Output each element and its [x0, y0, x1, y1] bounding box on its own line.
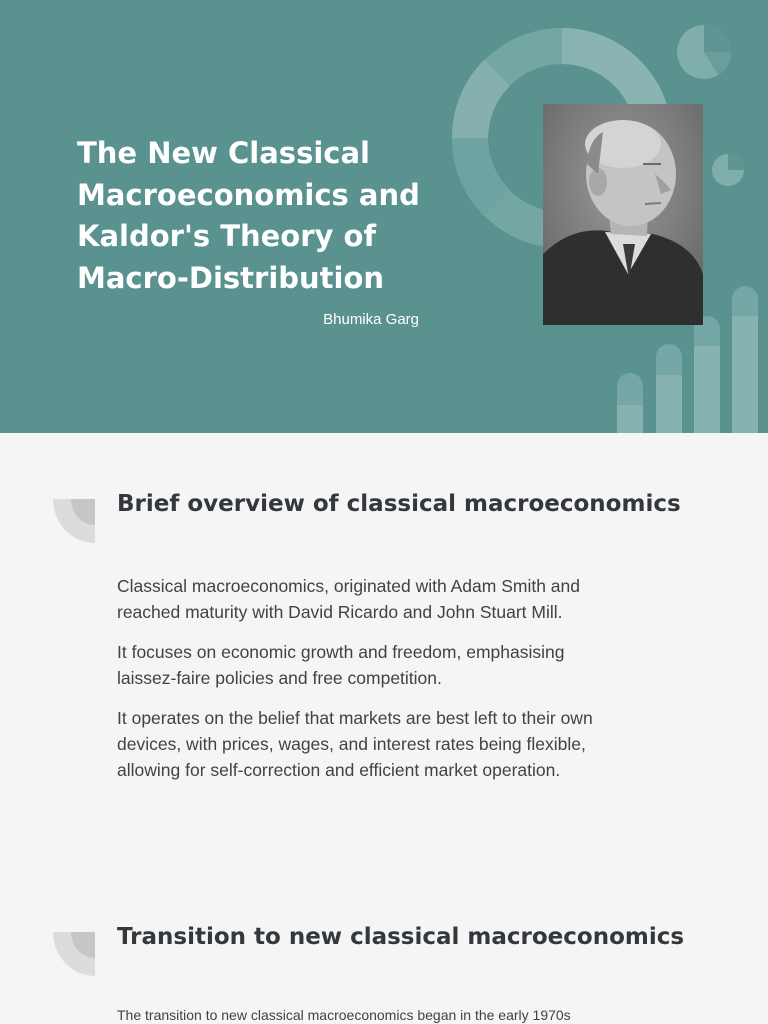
text-line: It focuses on economic growth and freedom, emphasising — [117, 642, 565, 662]
text-line: Classical macroeconomics, originated with Adam Smith and — [117, 576, 580, 596]
paragraph-first-line: The transition to new classical macroeconomics began in the early 1970s — [117, 1007, 571, 1023]
slide-heading: Brief overview of classical macroeconomics — [117, 491, 681, 517]
title-line: Macro-Distribution — [77, 260, 385, 295]
author-name: Bhumika Garg — [323, 311, 419, 328]
title-slide — [0, 0, 768, 433]
title-line: Kaldor's Theory of — [77, 219, 377, 253]
paragraph — [117, 573, 677, 625]
text-line: laissez-faire policies and free competition. — [117, 668, 442, 688]
portrait-photo — [543, 104, 703, 325]
text-line: allowing for self-correction and efficient market operation. — [117, 760, 561, 780]
title-line: Macroeconomics and — [77, 177, 420, 212]
quarter-circle-icon — [53, 932, 95, 976]
quarter-circle-icon — [53, 499, 95, 543]
paragraph — [117, 639, 677, 691]
presentation-title — [77, 133, 497, 299]
transition-slide — [0, 866, 768, 1024]
paragraph — [117, 705, 677, 783]
slide-heading: Transition to new classical macroeconomics — [117, 924, 685, 950]
text-line: It operates on the belief that markets are best left to their own — [117, 708, 593, 728]
title-line: The New Classical — [77, 136, 370, 170]
overview-slide — [0, 433, 768, 866]
text-line: devices, with prices, wages, and interest rates being flexible, — [117, 734, 586, 754]
text-line: reached maturity with David Ricardo and John Stuart Mill. — [117, 602, 563, 622]
